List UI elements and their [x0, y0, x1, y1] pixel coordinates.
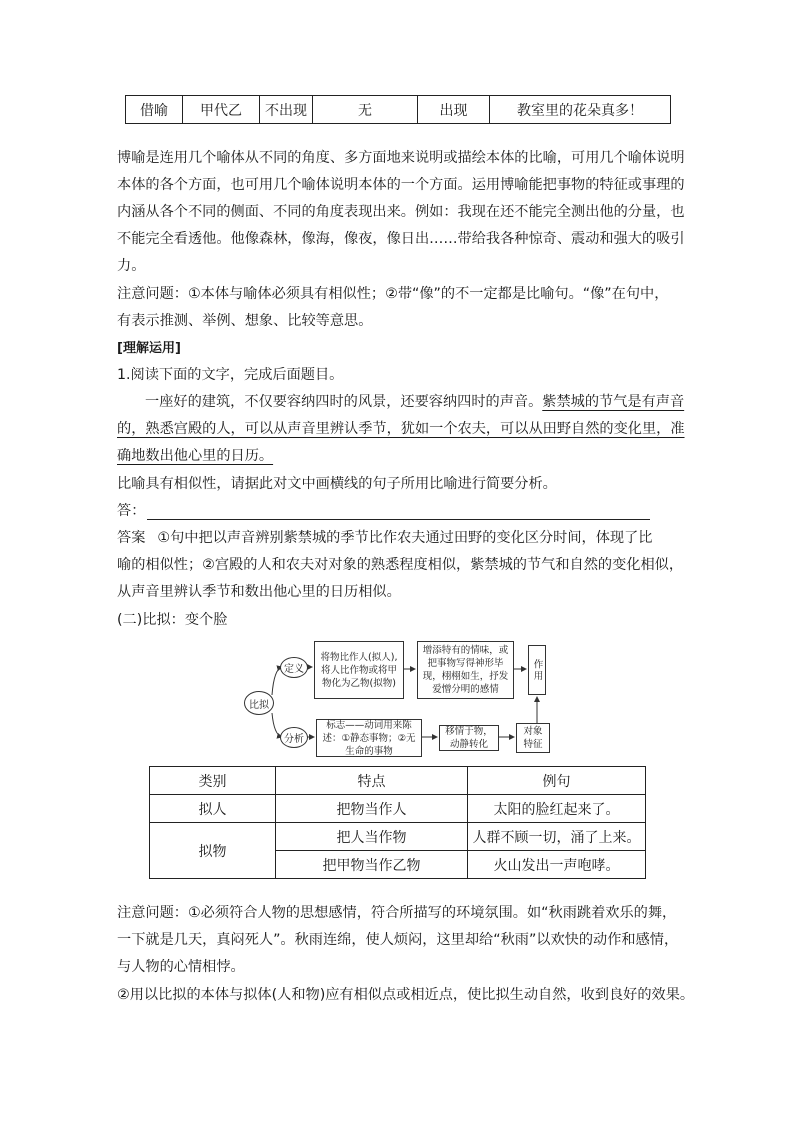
- table-cell: 借喻: [126, 96, 183, 124]
- table-header-cell: 例句: [468, 767, 646, 795]
- paragraph-line: 博喻是连用几个喻体从不同的角度、多方面地来说明或描绘本体的比喻，可用几个喻体说明: [117, 150, 685, 166]
- analysis-node: 分析: [280, 727, 308, 748]
- passage-text: 一座好的建筑，不仅要容纳四时的风景，还要容纳四时的声音。: [145, 394, 543, 410]
- paragraph-line: 不能完全看透他。他像森林，像海，像夜，像日出……带给我各种惊奇、震动和强大的吸引: [117, 231, 685, 247]
- question-title: 1.阅读下面的文字，完成后面题目。: [117, 367, 344, 383]
- note-line: ②用以比拟的本体与拟体(人和物)应有相似点或相近点，使比拟生动自然，收到良好的效果。: [117, 987, 695, 1003]
- table-cell: 教室里的花朵真多！: [490, 96, 671, 124]
- section-title: (二)比拟：变个脸: [117, 612, 228, 628]
- table-row: [150, 795, 646, 823]
- answer-line: 喻的相似性；②宫殿的人和农夫对对象的熟悉程度相似，紫禁城的节气和自然的变化相似，: [117, 557, 684, 573]
- table-cell: 火山发出一声咆哮。: [468, 851, 646, 879]
- table-header-cell: 类别: [150, 767, 276, 795]
- table-cell: 太阳的脸红起来了。: [468, 795, 646, 823]
- table-cell: 出现: [418, 96, 490, 124]
- answer-line: 从声音里辨认季节和数出他心里的日历相似。: [117, 584, 401, 600]
- underlined-sentence: 紫禁城的节气是有声音: [542, 394, 685, 410]
- question-prompt: 比喻具有相似性，请据此对文中画横线的句子所用比喻进行简要分析。: [117, 476, 557, 492]
- note-line: 注意问题：①本体与喻体必须具有相似性；②带“像”的不一定都是比喻句。“像”在句中，: [117, 286, 669, 302]
- table-row: [150, 823, 646, 851]
- personification-types-table: [149, 766, 646, 879]
- definition-box: 将物比作人(拟人),将人比作物或将甲物化为乙物(拟物): [314, 641, 404, 699]
- table-cell: 甲代乙: [183, 96, 260, 124]
- answer-key-label: 答案: [117, 530, 146, 546]
- paragraph-line: 本体的各个方面，也可用几个喻体说明本体的一个方面。运用博喻能把事物的特征或事理的: [117, 177, 685, 193]
- answer-blank-line[interactable]: [147, 519, 650, 520]
- analysis-box: 标志——动词用来陈述：①静态事物；②无生命的事物: [316, 719, 422, 757]
- answer-text: ①句中把以声音辨别紫禁城的季节比作农夫通过田野的变化区分时间，体现了比: [157, 530, 653, 546]
- analysis-effect-box: 移情于物，动静转化: [439, 725, 499, 751]
- table-cell: 拟物: [150, 823, 276, 879]
- table-cell: 不出现: [260, 96, 313, 124]
- table-cell: 拟人: [150, 795, 276, 823]
- passage-line: [145, 389, 684, 416]
- table-cell: 把物当作人: [276, 795, 468, 823]
- table-cell: 人群不顾一切，涌了上来。: [468, 823, 646, 851]
- definition-node: 定义: [280, 657, 308, 678]
- object-feature-box: 对象特征: [516, 723, 550, 753]
- note-line: 注意问题：①必须符合人物的思想感情，符合所描写的环境氛围。如“秋雨跳着欢乐的舞，: [117, 905, 677, 921]
- answer-label: 答：: [117, 503, 146, 519]
- personification-diagram: [244, 635, 564, 765]
- section-label: [理解运用]: [117, 341, 181, 356]
- root-node: 比拟: [244, 691, 274, 715]
- note-line: 有表示推测、举例、想象、比较等意思。: [117, 313, 373, 329]
- note-line: 一下就是几天，真闷死人”。秋雨连绵，使人烦闷，这里却给“秋雨”以欢快的动作和感情，: [117, 932, 679, 948]
- table-header-row: [150, 767, 646, 795]
- paragraph-line: 力。: [117, 258, 146, 274]
- paragraph-line: 内涵从各个不同的侧面、不同的角度表现出来。例如：我现在还不能完全测出他的分量，也: [117, 204, 685, 220]
- table-cell: 无: [313, 96, 418, 124]
- metaphor-type-table: [125, 95, 671, 124]
- underlined-sentence: 确地数出他心里的日历。: [117, 448, 274, 464]
- table-cell: 把人当作物: [276, 823, 468, 851]
- table-row: [126, 96, 671, 124]
- underlined-sentence: 的，熟悉宫殿的人，可以从声音里辨认季节，犹如一个农夫，可以从田野自然的变化里，准: [117, 421, 685, 437]
- answer-line: [117, 525, 653, 552]
- table-cell: 把甲物当作乙物: [276, 851, 468, 879]
- note-line: 与人物的心情相悖。: [117, 959, 245, 975]
- table-header-cell: 特点: [276, 767, 468, 795]
- definition-effect-box: 增添特有的情味，或把事物写得神形毕现，栩栩如生，抒发爱憎分明的感情: [417, 641, 514, 699]
- effect-label-box: 作用: [528, 645, 546, 695]
